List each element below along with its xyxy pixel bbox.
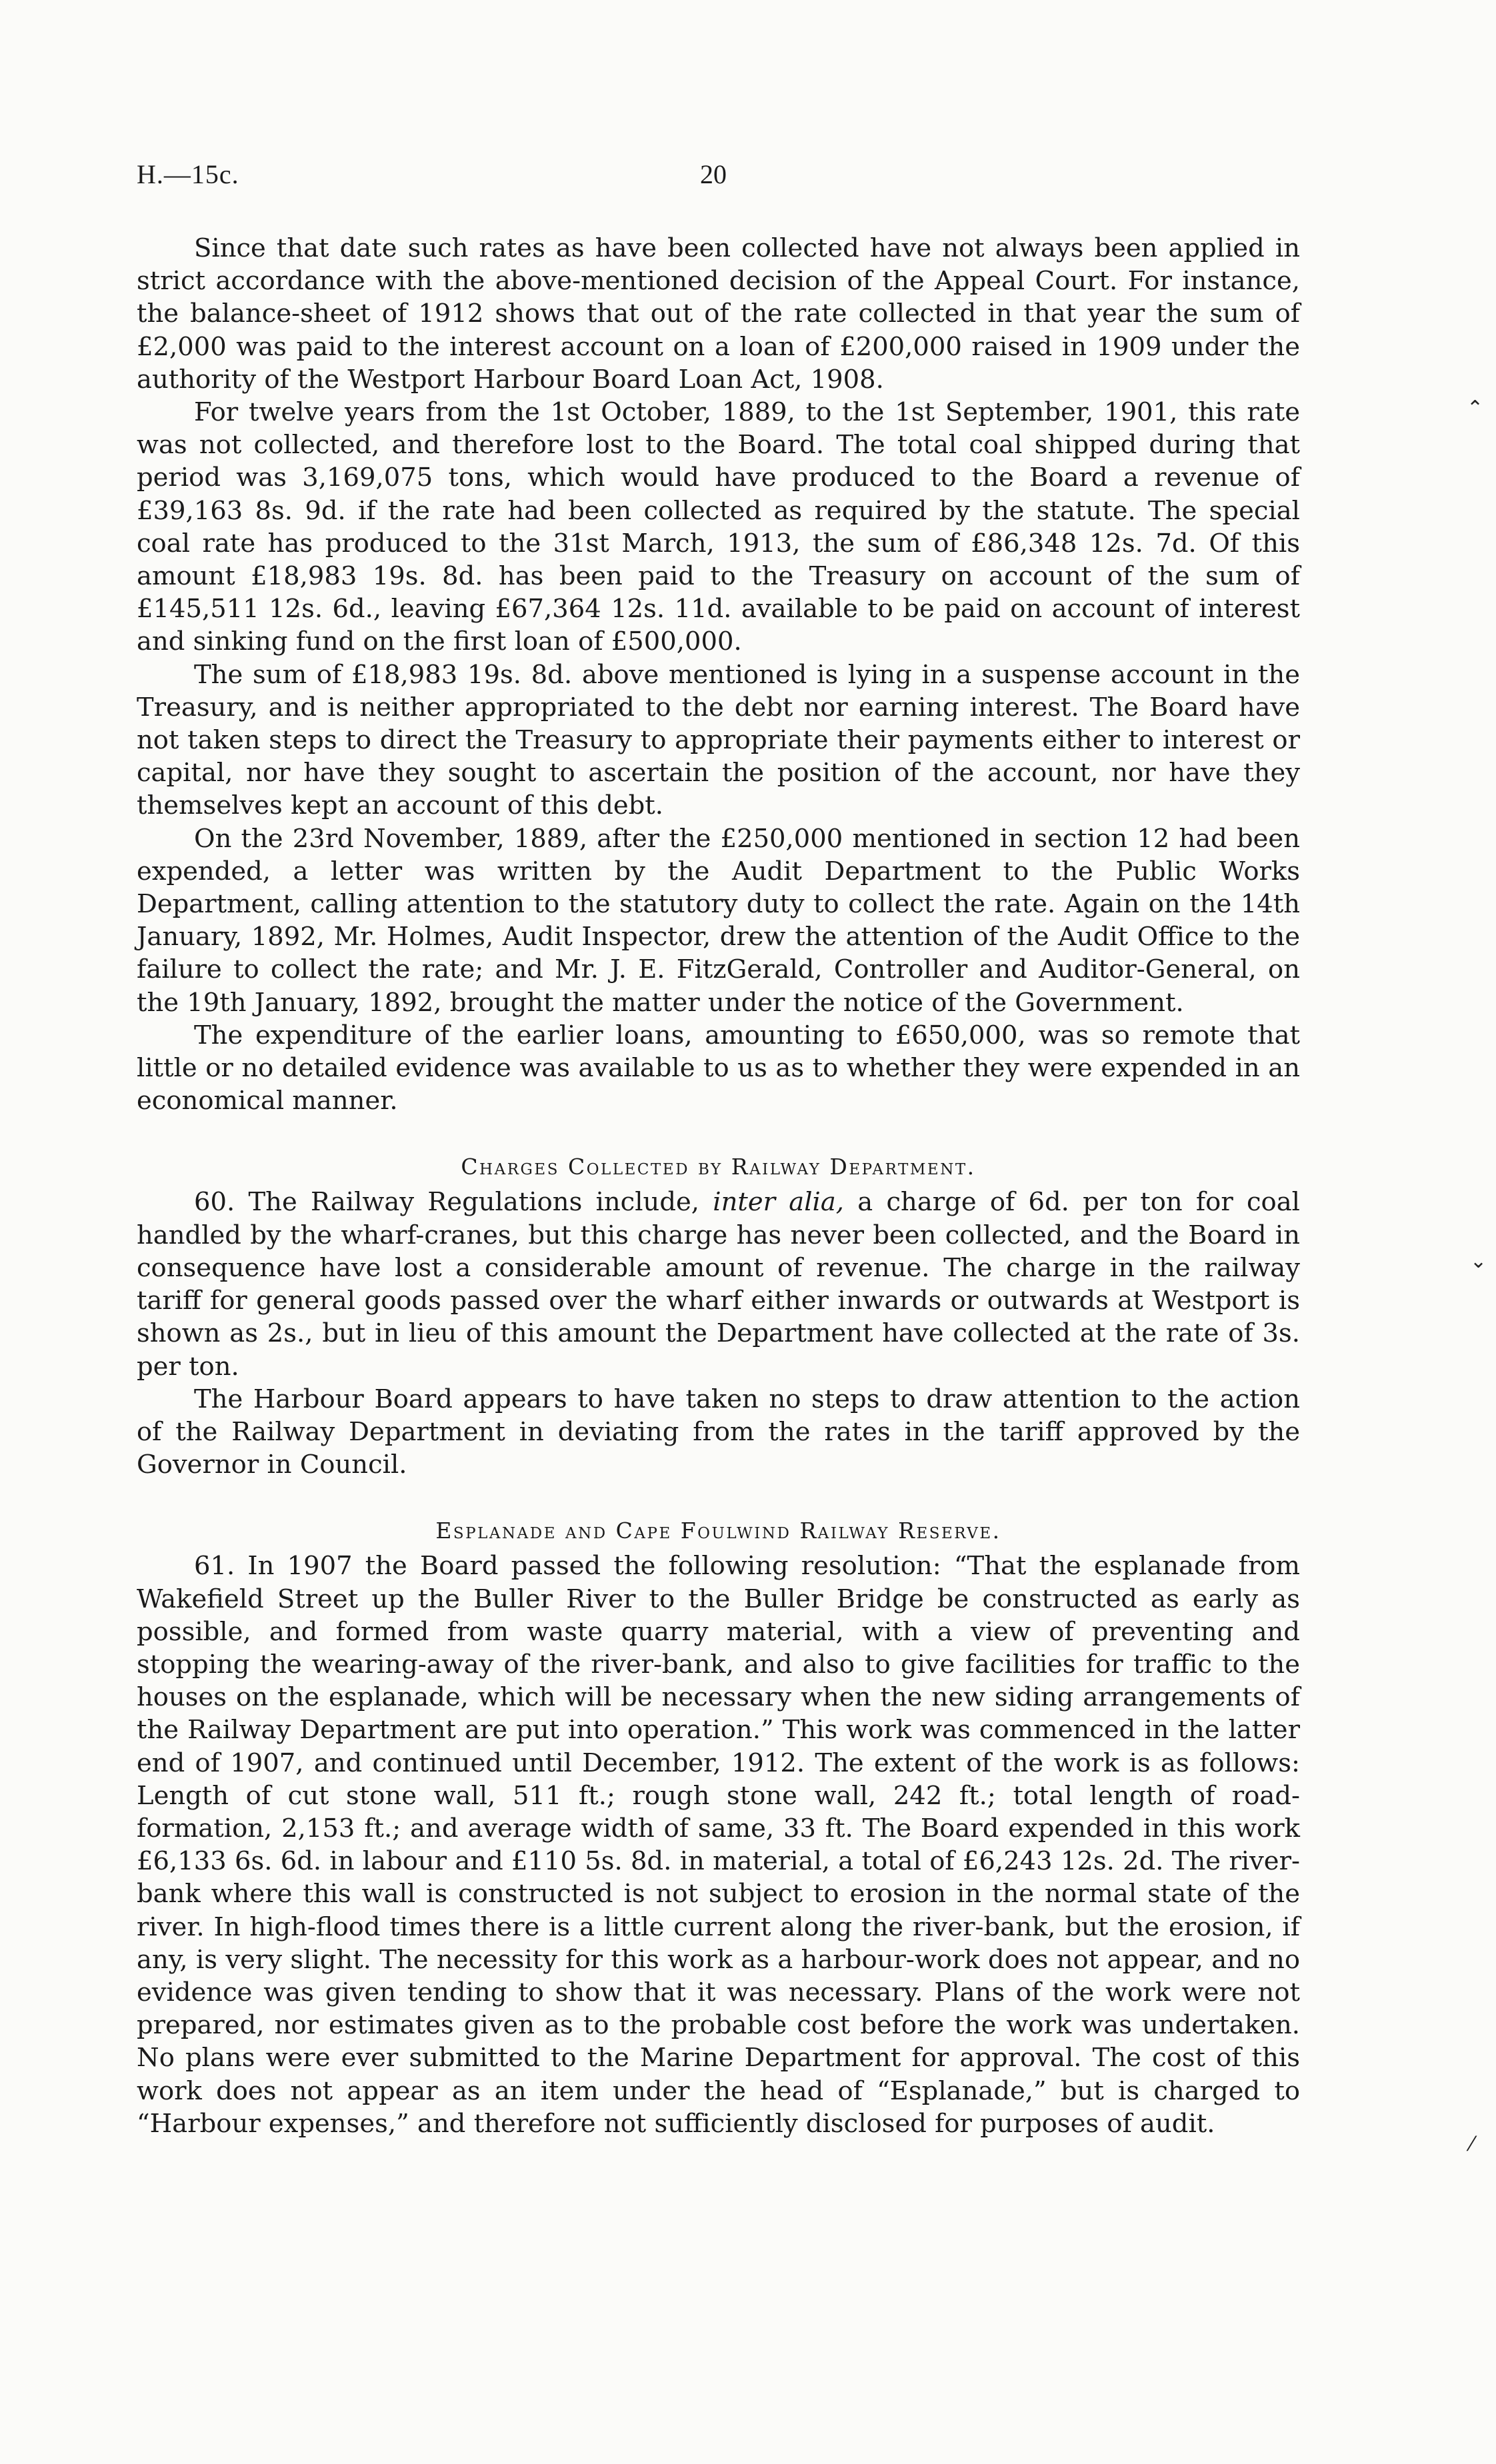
- paragraph: On the 23rd November, 1889, after the £250,000 mentioned in section 12 had been expended, a letter was written by the Audit Department to the Public Works Department, calling attention to the statutory duty to collect the rate. Again on the 14th January, 1892, Mr. Holmes, Audit Inspector, drew the attention of the Audit Office to the failure to collect the rate; and Mr. J. E. FitzGerald, Controller and Auditor-General, on the 19th January, 1892, brought the matter under the notice of the Government.: [137, 823, 1300, 1018]
- paragraph-60: [137, 1186, 1300, 1382]
- page-header: [137, 159, 1300, 199]
- paragraph-number: 61.: [194, 1551, 235, 1582]
- margin-mark: ⌄: [1470, 1250, 1487, 1273]
- section-heading-esplanade: Esplanade and Cape Foulwind Railway Reserve.: [435, 1518, 1001, 1544]
- paragraph-text: a charge of 6d. per ton for coal handled by the wharf-cranes, but this charge has never been collected, and the Board in consequence have lost a considerable amount of revenue. The charge in the railway tariff for general goods passed over the wharf either inwards or outwards at Westport is shown as 2s., but in lieu of this amount the Department have collected at the rate of 3s. per ton.: [137, 1187, 1300, 1382]
- document-body: [137, 232, 1300, 2140]
- paragraph: For twelve years from the 1st October, 1889, to the 1st September, 1901, this rate was not collected, and therefore lost to the Board. The total coal shipped during that period was 3,169,075 tons, which would have produced to the Board a revenue of £39,163 8s. 9d. if the rate had been collected as required by the statute. The special coal rate has produced to the 31st March, 1913, the sum of £86,348 12s. 7d. Of this amount £18,983 19s. 8d. has been paid to the Treasury on account of the sum of £145,511 12s. 6d., leaving £67,364 12s. 11d. available to be paid on account of interest and sinking fund on the first loan of £500,000.: [137, 397, 1300, 657]
- margin-mark: ⁄: [1470, 2133, 1474, 2156]
- section-heading-railway-charges: Charges Collected by Railway Department.: [461, 1154, 976, 1180]
- latin-phrase: inter alia,: [713, 1187, 845, 1218]
- paragraph: The expenditure of the earlier loans, amounting to £650,000, was so remote that little or no detailed evidence was available to us as to whether they were expended in an economical manner.: [137, 1020, 1300, 1116]
- paragraph-61: [137, 1550, 1300, 2140]
- paragraph-text: The Railway Regulations include,: [248, 1187, 700, 1218]
- paragraph: The Harbour Board appears to have taken no steps to draw attention to the action of the Railway Department in deviating from the rates in the tariff approved by the Governor in Council.: [137, 1384, 1300, 1480]
- document-reference: H.—15c.: [137, 159, 239, 189]
- paragraph-text: In 1907 the Board passed the following resolution: “That the esplanade from Wakefield Street up the Buller River to the Buller Bridge be constructed as early as possible, and formed from waste quarry material, with a view of preventing and stopping the wearing-away of the river-bank, and also to give facilities for traffic to the houses on the esplanade, which will be necessary when the new siding arrangements of the Railway Department are put into operation.” This work was commenced in the latter end of 1907, and continued until December, 1912. The extent of the work is as follows: Length of cut stone wall, 511 ft.; rough stone wall, 242 ft.; total length of road-formation, 2,153 ft.; and average width of same, 33 ft. The Board expended in this work £6,133 6s. 6d. in labour and £110 5s. 8d. in material, a total of £6,243 12s. 2d. The river-bank where this wall is constructed is not subject to erosion in the normal state of the river. In high-flood times there is a little current along the river-bank, but the erosion, if any, is very slight. The necessity for this work as a harbour-work does not appear, and no evidence was given tending to show that it was necessary. Plans of the work were not prepared, nor estimates given as to the probable cost before the work was undertaken. No plans were ever submitted to the Marine Department for approval. The cost of this work does not appear as an item under the head of “Esplanade,” but is charged to “Harbour expenses,” and therefore not sufficiently disclosed for purposes of audit.: [137, 1551, 1300, 2139]
- margin-mark: ⌃: [1467, 397, 1484, 420]
- paragraph: Since that date such rates as have been collected have not always been applied in strict accordance with the above-mentioned decision of the Appeal Court. For instance, the balance-sheet of 1912 shows that out of the rate collected in that year the sum of £2,000 was paid to the interest account on a loan of £200,000 raised in 1909 under the authority of the Westport Harbour Board Loan Act, 1908.: [137, 233, 1300, 395]
- paragraph-number: 60.: [194, 1187, 235, 1218]
- paragraph: The sum of £18,983 19s. 8d. above mentioned is lying in a suspense account in the Treasury, and is neither appropriated to the debt nor earning interest. The Board have not taken steps to direct the Treasury to appropriate their payments either to interest or capital, nor have they sought to ascertain the position of the account, nor have they themselves kept an account of this debt.: [137, 659, 1300, 821]
- page-number: 20: [700, 159, 727, 189]
